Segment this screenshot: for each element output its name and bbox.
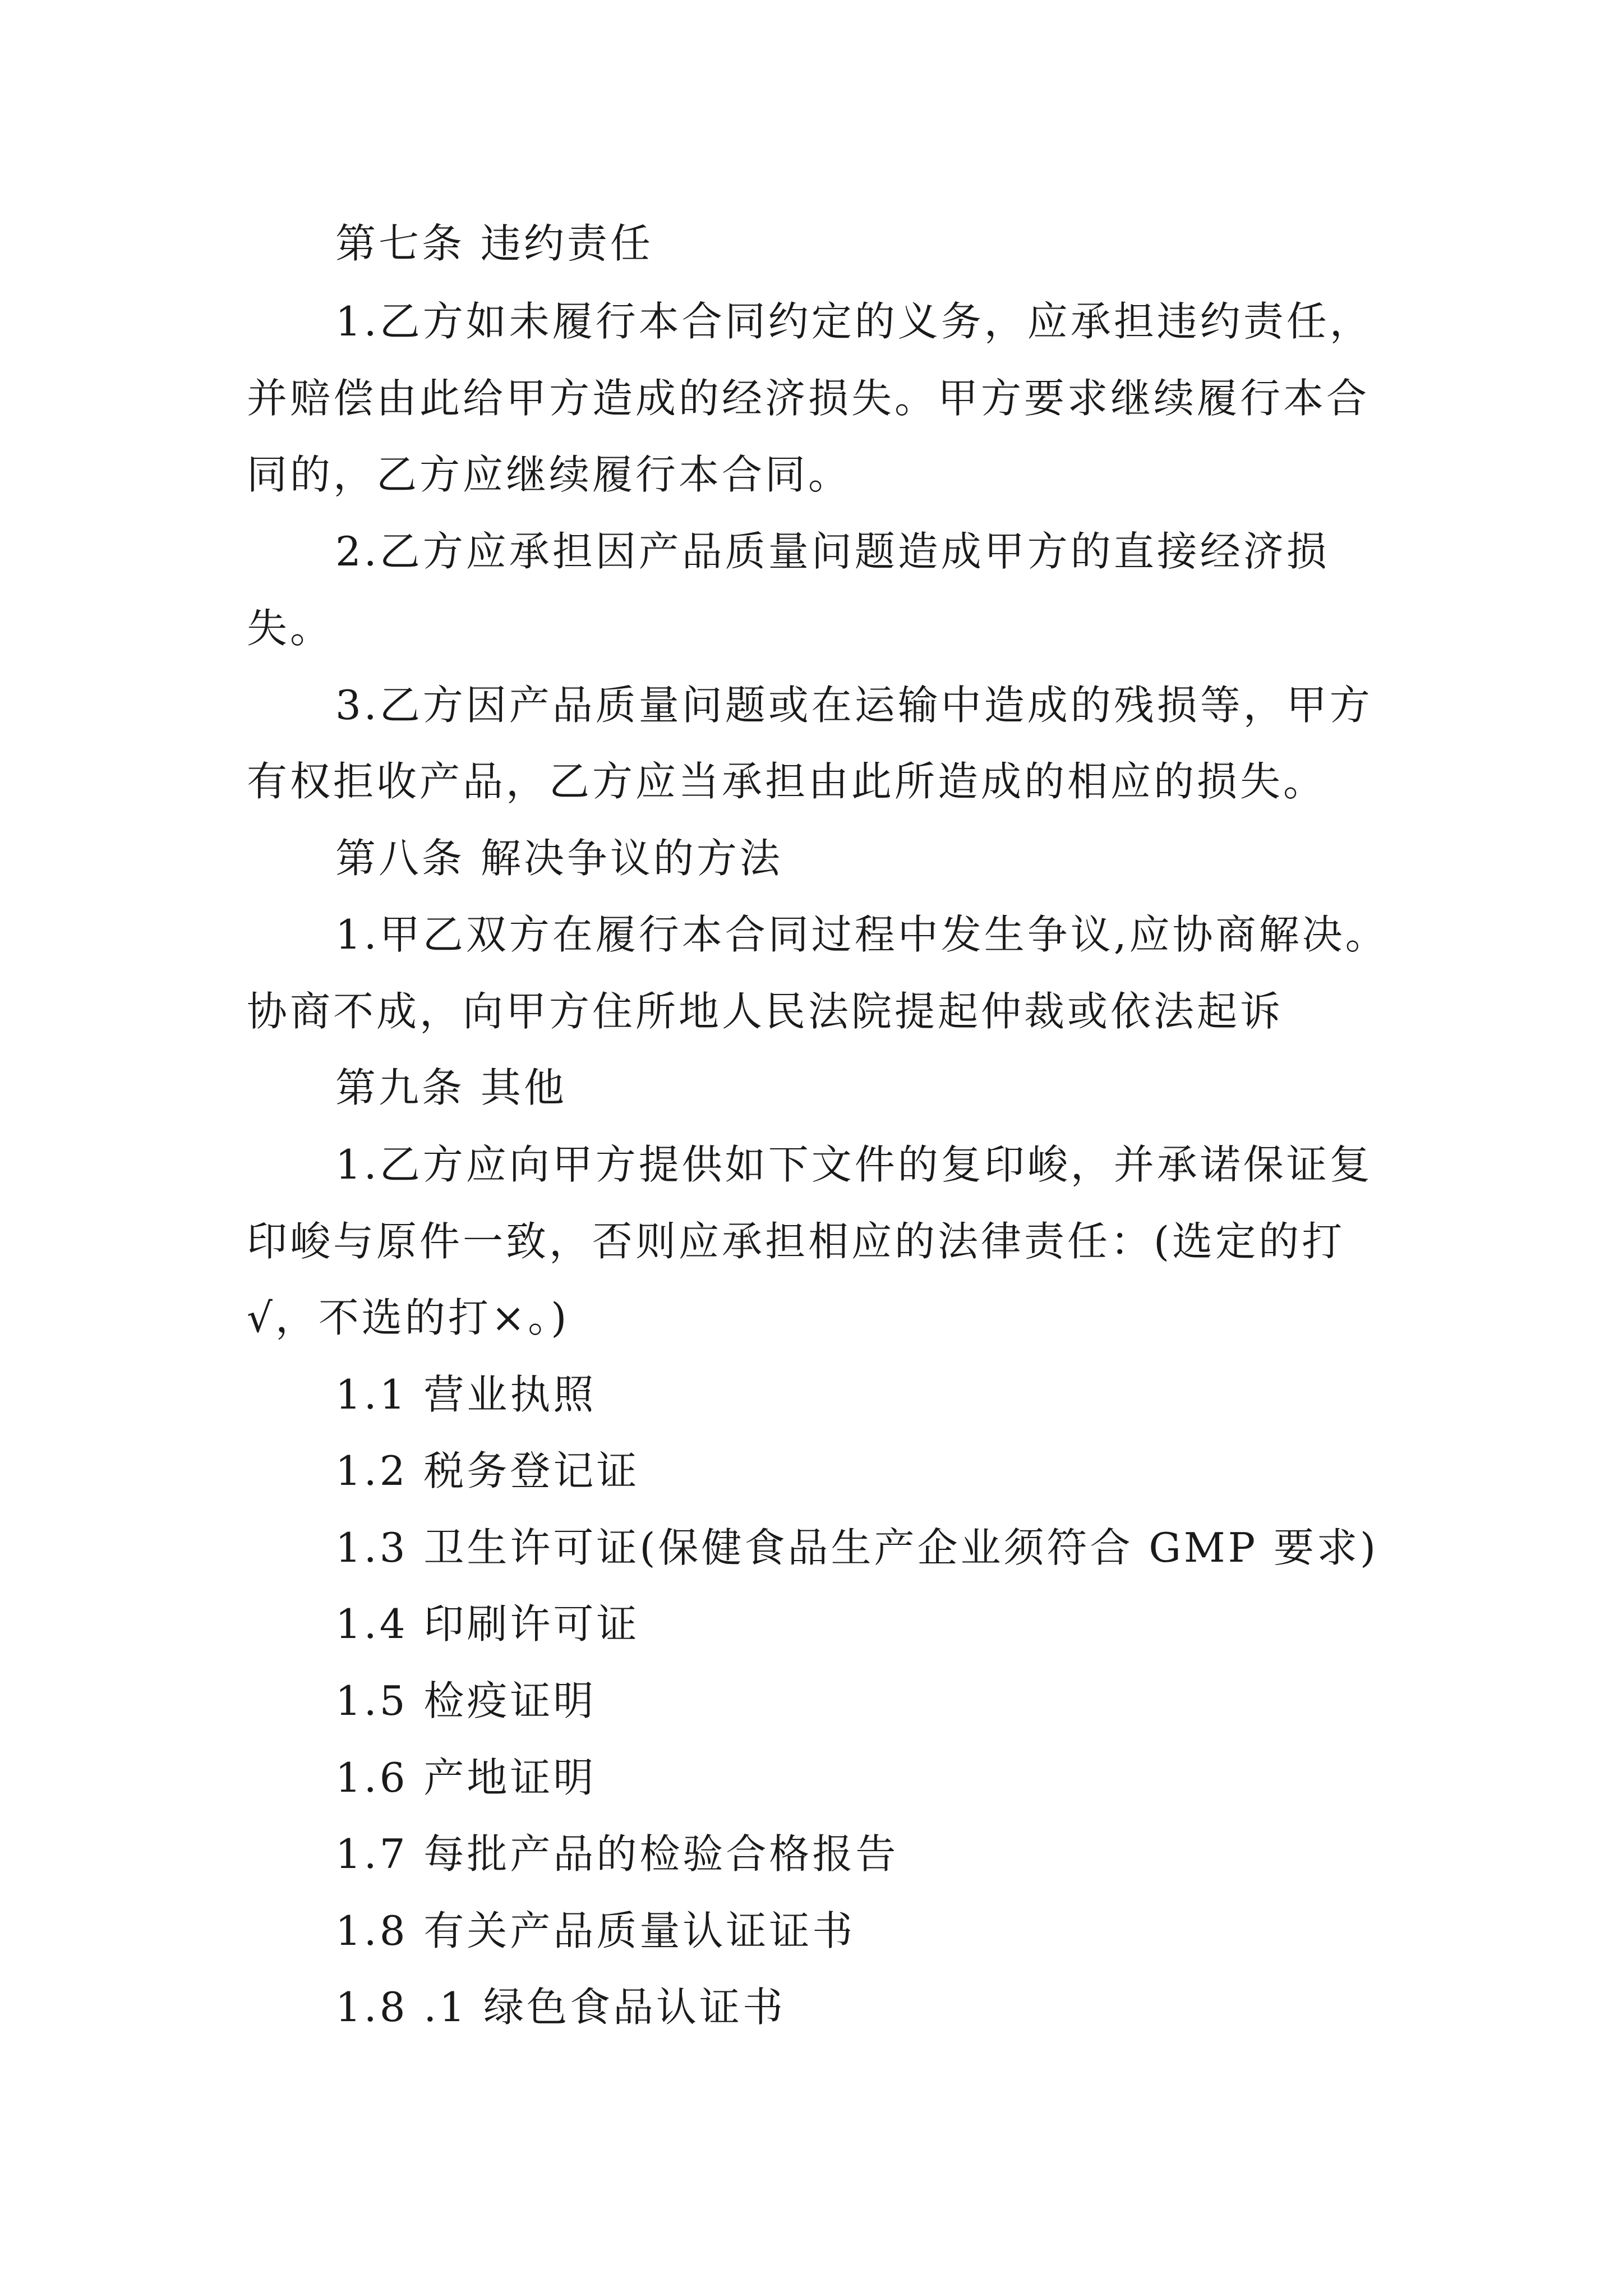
list-item-1-8-1: 1.8 .1 绿色食品认证书 — [335, 1984, 786, 2031]
article-9-heading: 第九条 其他 — [335, 1064, 567, 1111]
list-item-1-6: 1.6 产地证明 — [335, 1754, 597, 1801]
article-8-heading: 第八条 解决争议的方法 — [335, 835, 783, 882]
list-item-1-5: 1.5 检疫证明 — [335, 1677, 597, 1724]
list-item-1-1: 1.1 营业执照 — [335, 1371, 597, 1418]
article-7-clause-3-line-1: 3.乙方因产品质量问题或在运输中造成的残损等，甲方 — [335, 682, 1373, 729]
article-9-clause-1-line-3: √，不选的打×。) — [247, 1294, 570, 1341]
article-7-heading: 第七条 违约责任 — [335, 220, 653, 267]
article-7-clause-1-line-1: 1.乙方如未履行本合同约定的义务，应承担违约责任， — [335, 298, 1373, 345]
article-7-clause-1-line-3: 同的，乙方应继续履行本合同。 — [247, 451, 852, 498]
article-7-clause-3-line-2: 有权拒收产品，乙方应当承担由此所造成的相应的损失。 — [247, 758, 1327, 805]
article-9-clause-1-line-1: 1.乙方应向甲方提供如下文件的复印峻，并承诺保证复 — [335, 1141, 1373, 1188]
list-item-1-4: 1.4 印刷许可证 — [335, 1600, 640, 1648]
list-item-1-2: 1.2 税务登记证 — [335, 1447, 640, 1494]
list-item-1-7: 1.7 每批产品的检验合格报告 — [335, 1830, 899, 1878]
list-item-1-3: 1.3 卫生许可证(保健食品生产企业须符合 GMP 要求) — [335, 1524, 1379, 1571]
article-7-clause-2-line-1: 2.乙方应承担因产品质量问题造成甲方的直接经济损 — [335, 528, 1330, 575]
article-8-clause-1-line-2: 协商不成，向甲方住所地人民法院提起仲裁或依法起诉 — [247, 988, 1284, 1035]
article-7-clause-1-line-2: 并赔偿由此给甲方造成的经济损失。甲方要求继续履行本合 — [247, 375, 1370, 422]
list-item-1-8: 1.8 有关产品质量认证证书 — [335, 1907, 856, 1954]
article-9-clause-1-line-2: 印峻与原件一致，否则应承担相应的法律责任：(选定的打 — [247, 1218, 1345, 1265]
article-7-clause-2-line-2: 失。 — [247, 605, 334, 652]
article-8-clause-1-line-1: 1.甲乙双方在履行本合同过程中发生争议,应协商解决。 — [335, 911, 1389, 958]
